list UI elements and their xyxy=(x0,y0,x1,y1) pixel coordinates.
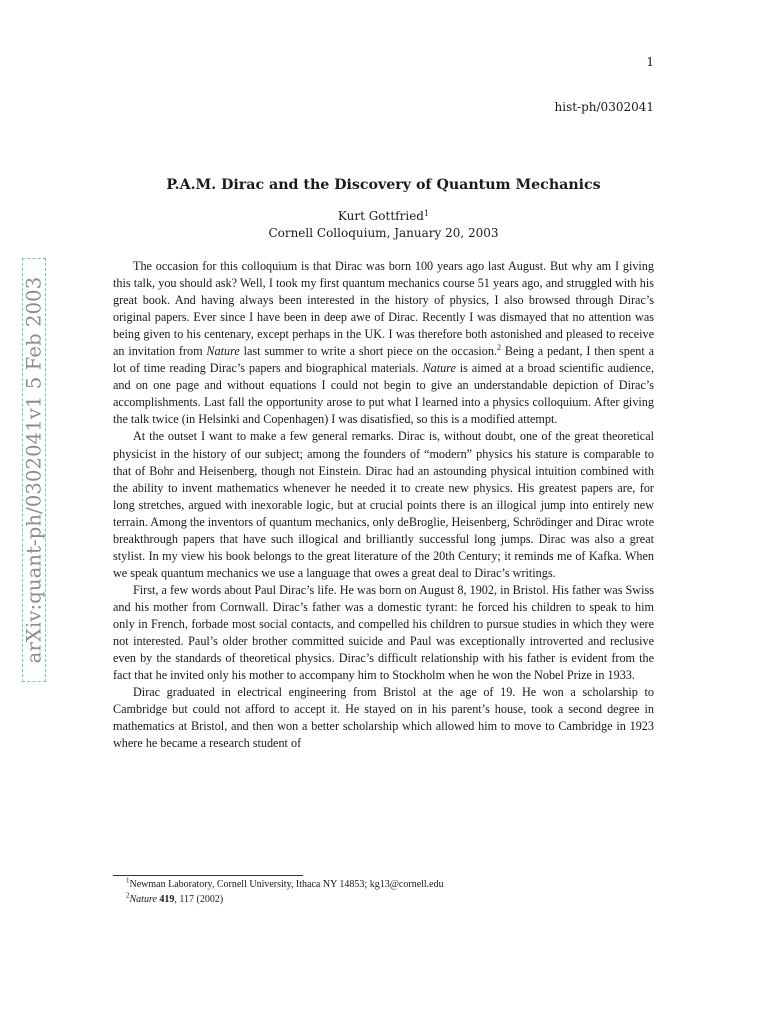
paragraph-1 xyxy=(113,258,654,428)
author-line xyxy=(113,209,654,223)
paragraph-3: First, a few words about Paul Dirac’s life. He was born on August 8, 1902, in Bristol. His father was Swiss and his mother from Cornwall. Dirac’s father was a domestic tyrant: he forced his children to speak to him only in French, forbade most social contacts, and compelled his children to pursue studies in which they were not interested. Paul’s older brother committed suicide and Paul was exceptionally introverted and reclusive even by the standards of theoretical physics. Dirac’s difficult relationship with his father is evident from the fact that he invited only his mother to accompany him to Stockholm when he won the Nobel Prize in 1933. xyxy=(113,582,654,683)
footnote-ref-2[interactable]: 2 xyxy=(497,343,501,353)
arxiv-identifier[interactable]: arXiv:quant-ph/0302041v1 5 Feb 2003 xyxy=(22,276,46,664)
venue-date: Cornell Colloquium, January 20, 2003 xyxy=(268,226,499,240)
author-footnote-mark: 1 xyxy=(423,209,430,218)
body-text xyxy=(113,258,654,752)
footnote-2-rest: , 117 (2002) xyxy=(174,893,224,905)
report-id: hist-ph/0302041 xyxy=(554,100,654,114)
footnote-2-volume: 419 xyxy=(159,893,175,905)
p1-segment-b: last summer to write a short piece on the occasion. xyxy=(239,344,497,359)
footnotes xyxy=(126,878,654,907)
footnote-2 xyxy=(126,893,654,908)
paper-title: P.A.M. Dirac and the Discovery of Quantum Mechanics xyxy=(166,177,601,193)
p1-journal-name: Nature xyxy=(206,344,240,359)
paragraph-4: Dirac graduated in electrical engineering from Bristol at the age of 19. He won a scholarship to Cambridge but could not afford to accept it. He stayed on in his parent’s house, took a second degree in mathematics at Bristol, and then won a better scholarship which allowed him to move to Cambridge in 1923 where he became a research student of xyxy=(113,685,654,751)
footnote-1-text: Newman Laboratory, Cornell University, Ithaca NY 14853; kg13@cornell.edu xyxy=(129,879,444,890)
footnote-2-mark: 2 xyxy=(126,891,130,900)
paragraph-2: At the outset I want to make a few general remarks. Dirac is, without doubt, one of the great theoretical physicist in the history of our subject; among the founders of “modern” physics his stature is comparable to that of Bohr and Heisenberg, though not Einstein. Dirac had an astounding physical intuition combined with the ability to invent mathematics whenever he needed it to create new physics. His greatest papers are, for long stretches, argued with inexorable logic, but at crucial points there is an illogical jump into entirely new terrain. Among the inventors of quantum mechanics, only deBroglie, Heisenberg, Schrödinger and Dirac wrote breakthrough papers that have such illogical and brilliantly successful long jumps. Dirac was also a great stylist. In my view his book belongs to the great literature of the 20th Century; it reminds me of Kafka. When we speak quantum mechanics we use a language that owes a great deal to Dirac’s writings. xyxy=(113,429,654,580)
footnote-2-journal: Nature xyxy=(129,893,157,905)
p1-segment-a: The occasion for this colloquium is that Dirac was born 100 years ago last August. But why am I giving this talk, you should ask? Well, I took my first quantum mechanics course 51 years ago, and struggled with his great book. And having always been interested in the history of physics, I also browsed through Dirac’s original papers. Ever since I have been in deep awe of Dirac. Recently I was dismayed that no attention was being given to his centenary, except perhaps in the UK. I was therefore both astonished and pleased to receive an invitation from xyxy=(113,259,654,359)
page-number: 1 xyxy=(646,55,654,69)
p1-segment-c: Being a pedant, I then spent a lot of time reading Dirac’s papers and biographical materials. xyxy=(113,344,654,376)
p1-segment-d: is aimed at a broad scientific audience, and on one page and without equations I could not begin to give an understandable depiction of Dirac’s accomplishments. Last fall the opportunity arose to put what I learned into a physics colloquium. After giving the talk twice (in Helsinki and Copenhagen) I was disatisfied, so this is a modified attempt. xyxy=(113,361,654,427)
author-name: Kurt Gottfried xyxy=(337,209,424,223)
p1-journal-name-2: Nature xyxy=(422,361,456,376)
footnote-divider xyxy=(113,875,303,876)
footnote-1-mark: 1 xyxy=(126,876,130,885)
arxiv-side-stamp[interactable] xyxy=(22,258,46,682)
footnote-1 xyxy=(126,878,654,893)
